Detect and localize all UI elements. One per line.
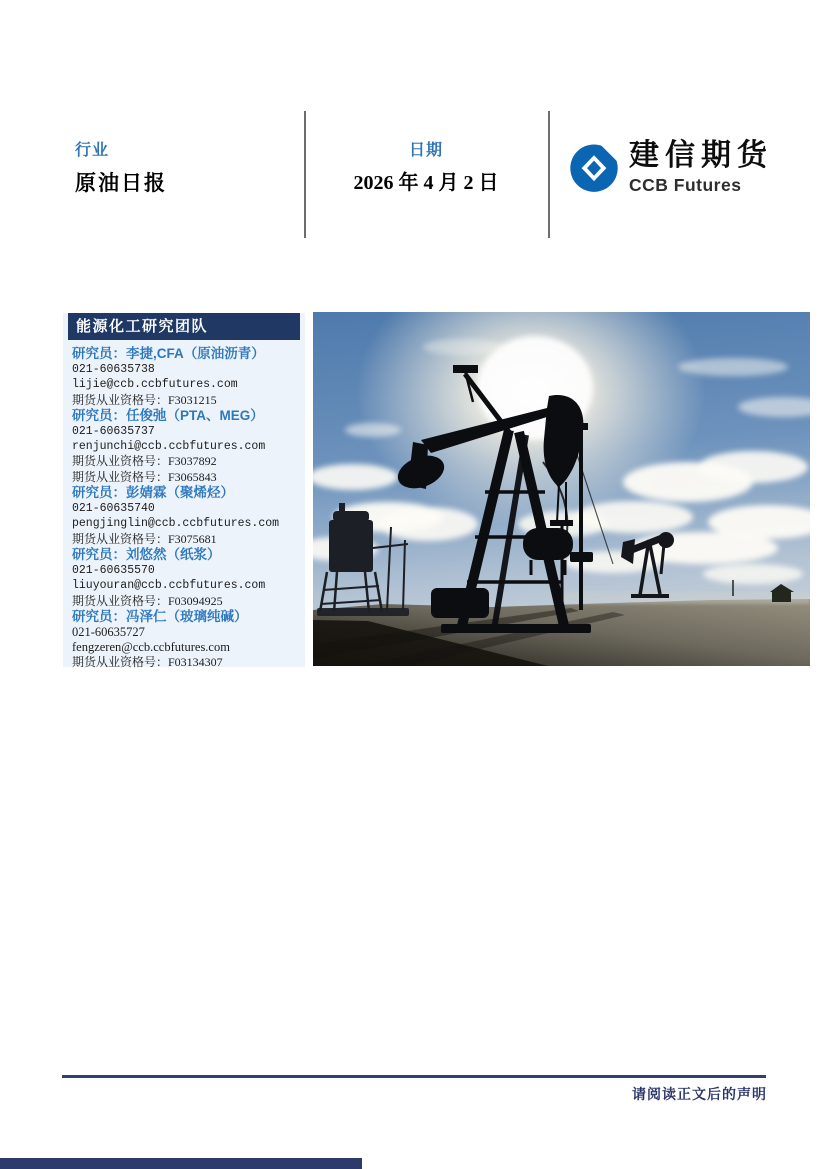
- researcher-role: 研究员：刘悠然（纸浆）: [72, 546, 221, 562]
- researcher-certs: [72, 655, 302, 670]
- ccb-logo-icon: [567, 138, 621, 194]
- researcher-phone: 021-60635738: [72, 363, 155, 376]
- header-divider-right: [548, 111, 550, 238]
- researcher-email: pengjinglin@ccb.ccbfutures.com: [72, 517, 280, 531]
- company-logo: [567, 138, 773, 196]
- cert-number: 期货从业资格号：F3037892: [72, 454, 217, 469]
- logo-text: [629, 138, 773, 196]
- researcher-email: fengzeren@ccb.ccbfutures.com: [72, 640, 230, 655]
- masthead-left: [75, 137, 167, 197]
- footer-bottom-bar: [0, 1158, 362, 1169]
- researcher-certs: [72, 393, 302, 408]
- team-member-entry: [72, 609, 302, 671]
- cert-number: 期货从业资格号：F3031215: [72, 392, 217, 407]
- researcher-email: lijie@ccb.ccbfutures.com: [72, 378, 238, 392]
- team-member-entry: [72, 346, 302, 408]
- date-value: 2026 年 4 月 2 日: [353, 172, 499, 194]
- masthead-date: [306, 137, 546, 195]
- researcher-phone: 021-60635740: [72, 502, 155, 516]
- cert-number: 期货从业资格号：F03094925: [72, 593, 223, 608]
- footer-rule: [62, 1075, 766, 1078]
- industry-label: 行业: [75, 142, 110, 159]
- researcher-phone: 021-60635727: [72, 624, 145, 639]
- cert-number: 期货从业资格号：F03134307: [72, 655, 223, 670]
- researcher-role: 研究员：彭婧霖（聚烯烃）: [72, 485, 234, 501]
- researcher-role: 研究员：李捷,CFA（原油沥青）: [72, 346, 265, 361]
- cert-number: 期货从业资格号：F3065843: [72, 469, 217, 484]
- oil-field-photo: [313, 312, 810, 666]
- researcher-role: 研究员：冯泽仁（玻璃纯碱）: [72, 608, 248, 624]
- researcher-certs: [72, 532, 302, 547]
- team-member-entry: [72, 408, 302, 485]
- research-team-panel: [63, 313, 305, 670]
- researcher-email: renjunchi@ccb.ccbfutures.com: [72, 440, 266, 454]
- date-label: 日期: [408, 142, 443, 159]
- researcher-role: 研究员：任俊弛（PTA、MEG）: [72, 407, 264, 423]
- report-title: 原油日报: [75, 172, 167, 195]
- researcher-certs: [72, 454, 302, 485]
- footer-disclaimer: 请阅读正文后的声明: [632, 1086, 767, 1102]
- logo-name-en: CCB Futures: [629, 175, 742, 195]
- team-panel-header: 能源化工研究团队: [68, 313, 300, 340]
- logo-name-cn: 建信期货: [629, 139, 773, 172]
- cert-number: 期货从业资格号：F3075681: [72, 531, 217, 546]
- researcher-phone: 021-60635570: [72, 563, 155, 577]
- team-member-entry: [72, 485, 302, 547]
- team-member-entry: [72, 547, 302, 609]
- researcher-email: liuyouran@ccb.ccbfutures.com: [72, 579, 266, 593]
- researcher-phone: 021-60635737: [72, 424, 155, 438]
- researcher-certs: [72, 594, 302, 609]
- team-member-list: [72, 346, 302, 671]
